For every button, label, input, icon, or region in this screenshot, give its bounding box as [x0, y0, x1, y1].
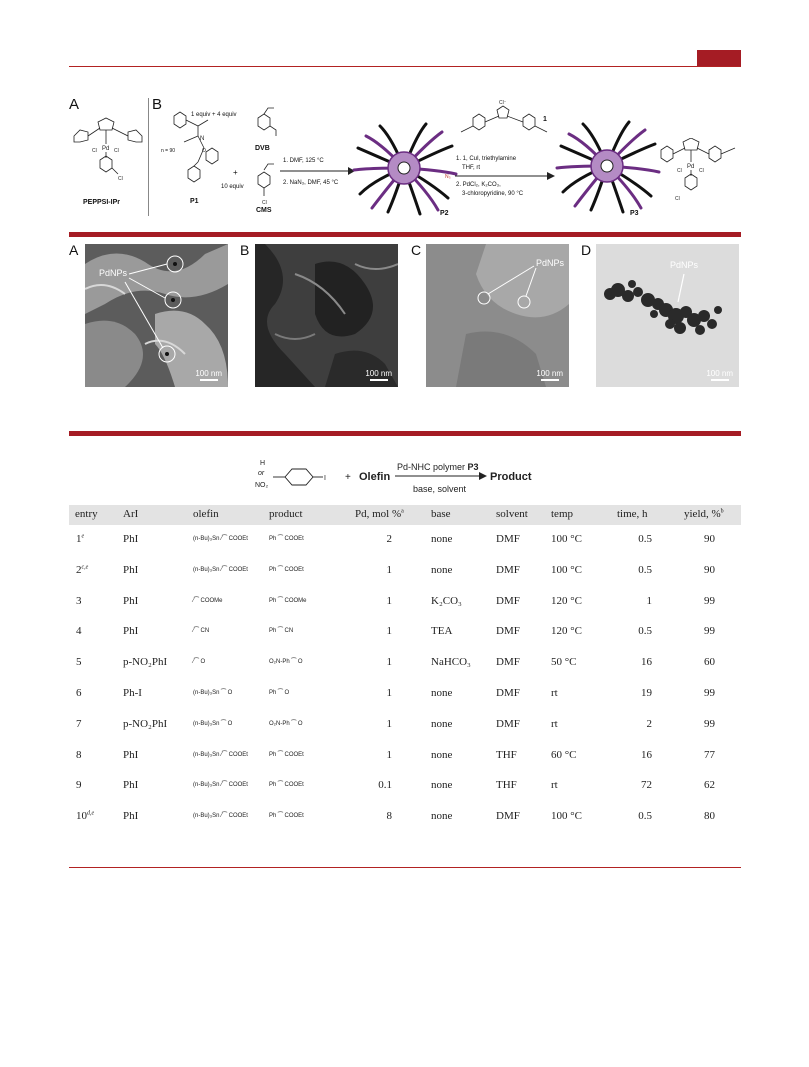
cell-time: 0.5 [638, 533, 652, 545]
p1-label: P1 [190, 198, 199, 205]
cell-entry [76, 687, 82, 699]
cell-solvent: THF [496, 779, 517, 792]
cms-label: CMS [256, 207, 272, 214]
tem-annotation-a: PdNPs [99, 268, 128, 278]
cell-solvent: DMF [496, 533, 520, 545]
scale-bar-c: 100 nm [536, 369, 563, 381]
cell-product: Ph ⁀ COOMe [269, 597, 307, 604]
header-base: base [431, 508, 451, 520]
entry-footnote: e [81, 533, 85, 540]
entry-number: 3 [76, 594, 82, 607]
olefin-label: Olefin [359, 471, 391, 483]
cell-base: none [431, 717, 453, 730]
svg-text:Pd: Pd [687, 164, 695, 170]
cell-yield: 99 [704, 717, 715, 730]
tem-image-b [255, 244, 398, 387]
entry-number: 7 [76, 717, 82, 730]
tem-annotation-d: PdNPs [670, 260, 699, 270]
cell-olefin: ⁄⁀ COOMe [193, 597, 223, 604]
cell-base: none [431, 779, 453, 792]
reaction-equation [255, 460, 555, 500]
cell-temp: 120 °C [551, 625, 582, 638]
p2-label: P2 [440, 210, 449, 217]
entry-footnote: d,e [87, 810, 95, 817]
header-time: time, h [617, 508, 648, 520]
reaction-arrow-3 [395, 472, 487, 480]
entry-number: 8 [76, 748, 82, 761]
svg-text:N: N [200, 136, 205, 142]
cell-olefin: (n-Bu)₃Sn ⁄⁀ COOEt [193, 782, 248, 789]
cell-pd: 1 [386, 563, 392, 576]
p3-label: P3 [630, 210, 639, 217]
header-ari: ArI [123, 508, 139, 520]
cell-olefin: (n-Bu)₃Sn ⁀ O [193, 690, 233, 696]
svg-text:Cl: Cl [699, 168, 704, 174]
cell-product: Ph ⁀ COOEt [269, 566, 304, 573]
cms-equiv: 10 equiv [221, 184, 244, 190]
svg-text:Pd: Pd [102, 146, 110, 152]
cell-temp: rt [551, 687, 558, 699]
cell-product: Ph ⁀ COOEt [269, 782, 304, 789]
equation-plus: + [345, 472, 351, 483]
dvb-label: DVB [255, 145, 270, 152]
tem-label-b: B [240, 242, 250, 258]
cell-ari: PhI [123, 533, 139, 545]
cell-pd: 0.1 [378, 779, 392, 792]
svg-text:Cl: Cl [262, 200, 267, 206]
cell-pd: 1 [386, 625, 392, 638]
cell-solvent: DMF [496, 594, 520, 607]
product-label: Product [490, 471, 532, 483]
cell-solvent: DMF [496, 625, 520, 638]
header-tab [697, 50, 741, 66]
header-solvent: solvent [496, 508, 528, 520]
cell-yield: 99 [704, 594, 715, 607]
cell-entry [76, 625, 82, 637]
header-yield: yield, %$^b$ [684, 508, 724, 520]
entry-footnote: c,e [81, 564, 89, 571]
reagent-1-label: 1 [543, 116, 547, 123]
cell-time: 0.5 [638, 625, 652, 638]
cell-product: O₂N-Ph ⁀ O [269, 659, 303, 666]
step1-condition-a: 1. DMF, 125 °C [283, 158, 324, 164]
p3-star-polymer [555, 116, 665, 216]
cell-ari: PhI [123, 779, 139, 792]
header-entry: entry [75, 508, 98, 520]
scheme-label-b: B [152, 96, 163, 113]
cell-base: none [431, 810, 453, 823]
cell-time: 0.5 [638, 810, 652, 823]
cell-entry [76, 810, 94, 822]
aryl-iodide-structure [273, 464, 333, 490]
cms-structure [250, 160, 278, 208]
cell-olefin: (n-Bu)₃Sn ⁄⁀ COOEt [193, 566, 248, 573]
svg-text:Cl: Cl [92, 148, 97, 154]
cell-ari: p-NO₂PhI [123, 717, 168, 730]
cell-ari: p-NO₂PhI [123, 656, 168, 669]
cell-olefin: (n-Bu)₃Sn ⁄⁀ COOEt [193, 813, 248, 820]
substituent-h: H [260, 460, 266, 467]
reagent-ratio: 1 equiv + 4 equiv [191, 112, 237, 118]
cell-entry [76, 779, 82, 791]
svg-text:O: O [202, 148, 206, 154]
tem-label-c: C [411, 242, 422, 258]
entry-number: 1 [76, 533, 82, 545]
tem-image-c [426, 244, 569, 387]
scheme-plus: + [233, 168, 238, 177]
entry-number: 5 [76, 656, 82, 669]
svg-text:I: I [324, 475, 326, 482]
cell-pd: 2 [386, 533, 392, 545]
cell-solvent: DMF [496, 717, 520, 730]
cell-product: Ph ⁀ O [269, 690, 290, 696]
reaction-arrow-2 [455, 172, 555, 180]
cell-solvent: THF [496, 748, 517, 761]
cell-base: TEA [431, 625, 453, 638]
reaction-arrow-1 [280, 167, 355, 175]
cell-temp: 120 °C [551, 594, 582, 607]
cell-entry [76, 656, 82, 668]
cell-base: K₂CO₃ [431, 594, 462, 607]
scale-bar-b: 100 nm [365, 369, 392, 381]
cell-pd: 1 [386, 717, 392, 730]
cell-entry [76, 564, 88, 576]
azide-label: N₃ [445, 174, 451, 180]
step1-condition-b: 2. NaN₃, DMF, 45 °C [283, 180, 339, 186]
cell-product: Ph ⁀ COOEt [269, 536, 304, 542]
section-rule-1 [69, 232, 741, 237]
cell-solvent: DMF [496, 810, 520, 823]
cell-temp: rt [551, 717, 558, 730]
p2-star-polymer [352, 118, 462, 218]
cell-temp: 100 °C [551, 533, 582, 545]
cell-olefin: (n-Bu)₃Sn ⁄⁀ COOEt [193, 751, 248, 758]
pd-nhc-complex [655, 138, 745, 208]
cell-time: 72 [641, 779, 652, 792]
scheme-divider [148, 98, 149, 216]
entry-number: 6 [76, 687, 82, 699]
cell-olefin: ⁄⁀ CN [193, 628, 210, 635]
peppsi-structure [66, 108, 148, 198]
cell-time: 0.5 [638, 563, 652, 576]
cell-yield: 90 [704, 533, 715, 545]
cell-entry [76, 749, 82, 761]
cell-time: 16 [641, 656, 652, 669]
cell-solvent: DMF [496, 563, 520, 576]
cell-base: none [431, 748, 453, 761]
cell-olefin: (n-Bu)₃Sn ⁀ O [193, 720, 233, 727]
cell-ari: PhI [123, 625, 139, 638]
substituent-or: or [258, 470, 265, 477]
cell-pd: 1 [386, 687, 392, 699]
p1-repeat-n: n = 90 [161, 148, 176, 154]
cell-pd: 1 [386, 748, 392, 761]
tem-annotation-c: PdNPs [536, 258, 565, 268]
cell-olefin: ⁄⁀ O [193, 659, 206, 666]
dvb-structure [250, 104, 278, 144]
catalyst-label: Pd-NHC polymer P3 [397, 462, 479, 472]
cell-ari: PhI [123, 748, 139, 761]
substituent-no2: NO₂ [255, 482, 269, 489]
cell-base: none [431, 563, 453, 576]
header-olefin: olefin [193, 508, 219, 520]
conditions-label: base, solvent [413, 484, 467, 494]
cell-product: Ph ⁀ COOEt [269, 751, 304, 758]
entry-number: 9 [76, 779, 82, 792]
cell-pd: 8 [386, 810, 392, 823]
cell-time: 16 [641, 748, 652, 761]
entry-number: 10 [76, 810, 87, 823]
cell-pd: 1 [386, 656, 392, 669]
step2-condition-d: 3-chloropyridine, 90 °C [462, 191, 524, 197]
cell-ari: PhI [123, 563, 139, 576]
scheme-label-a: A [69, 96, 80, 113]
cell-ari: PhI [123, 810, 139, 823]
cell-product: O₂N-Ph ⁀ O [269, 720, 303, 727]
cell-ari: PhI [123, 594, 139, 607]
cell-ari: Ph-I [123, 687, 142, 699]
svg-text:Cl: Cl [118, 176, 123, 182]
cell-product: Ph ⁀ CN [269, 628, 294, 635]
scale-bar-a: 100 nm [195, 369, 222, 381]
cell-yield: 90 [704, 563, 715, 576]
cell-base: none [431, 533, 453, 545]
svg-text:Cl: Cl [114, 148, 119, 154]
step2-condition-b: THF, rt [462, 165, 480, 171]
entry-number: 4 [76, 625, 82, 638]
cell-product: Ph ⁀ COOEt [269, 813, 304, 820]
ligand-1-structure [455, 96, 555, 140]
table-bottom-rule [69, 867, 741, 868]
cell-temp: 100 °C [551, 563, 582, 576]
step2-condition-c: 2. PdCl₂, K₂CO₃, [456, 182, 501, 188]
cell-entry [76, 533, 84, 545]
cell-time: 1 [646, 594, 652, 607]
cell-yield: 60 [704, 656, 715, 669]
catalyst-name: PEPPSI-IPr [83, 199, 120, 206]
cell-entry [76, 595, 82, 607]
header-product: product [269, 508, 303, 520]
cell-solvent: DMF [496, 687, 520, 699]
scale-bar-d: 100 nm [706, 369, 733, 381]
cell-yield: 77 [704, 748, 715, 761]
step2-condition-a: 1. 1, CuI, triethylamine [456, 156, 517, 162]
cell-temp: 60 °C [551, 748, 577, 761]
header-temp: temp [551, 508, 573, 520]
cell-time: 2 [646, 717, 652, 730]
section-rule-2 [69, 431, 741, 436]
tem-label-d: D [581, 242, 592, 258]
cell-olefin: (n-Bu)₃Sn ⁄⁀ COOEt [193, 536, 248, 542]
cell-temp: 100 °C [551, 810, 582, 823]
tem-label-a: A [69, 242, 79, 258]
svg-text:Cl: Cl [677, 168, 682, 174]
cell-time: 19 [641, 687, 652, 699]
cell-temp: 50 °C [551, 656, 577, 669]
cell-solvent: DMF [496, 656, 520, 669]
cell-entry [76, 718, 82, 730]
header-pd: Pd, mol %$^a$ [355, 508, 404, 520]
cell-yield: 62 [704, 779, 715, 792]
header-rule [69, 66, 741, 67]
cell-yield: 99 [704, 687, 715, 699]
cell-yield: 99 [704, 625, 715, 638]
entry-number: 2 [76, 563, 82, 576]
tem-image-d [596, 244, 739, 387]
cell-yield: 80 [704, 810, 715, 823]
svg-text:Cl: Cl [675, 196, 680, 202]
tem-image-a [85, 244, 228, 387]
cell-temp: rt [551, 779, 558, 792]
cell-base: none [431, 687, 453, 699]
svg-text:Cl⁻: Cl⁻ [499, 100, 507, 106]
cell-pd: 1 [386, 594, 392, 607]
cell-base: NaHCO₃ [431, 656, 471, 669]
